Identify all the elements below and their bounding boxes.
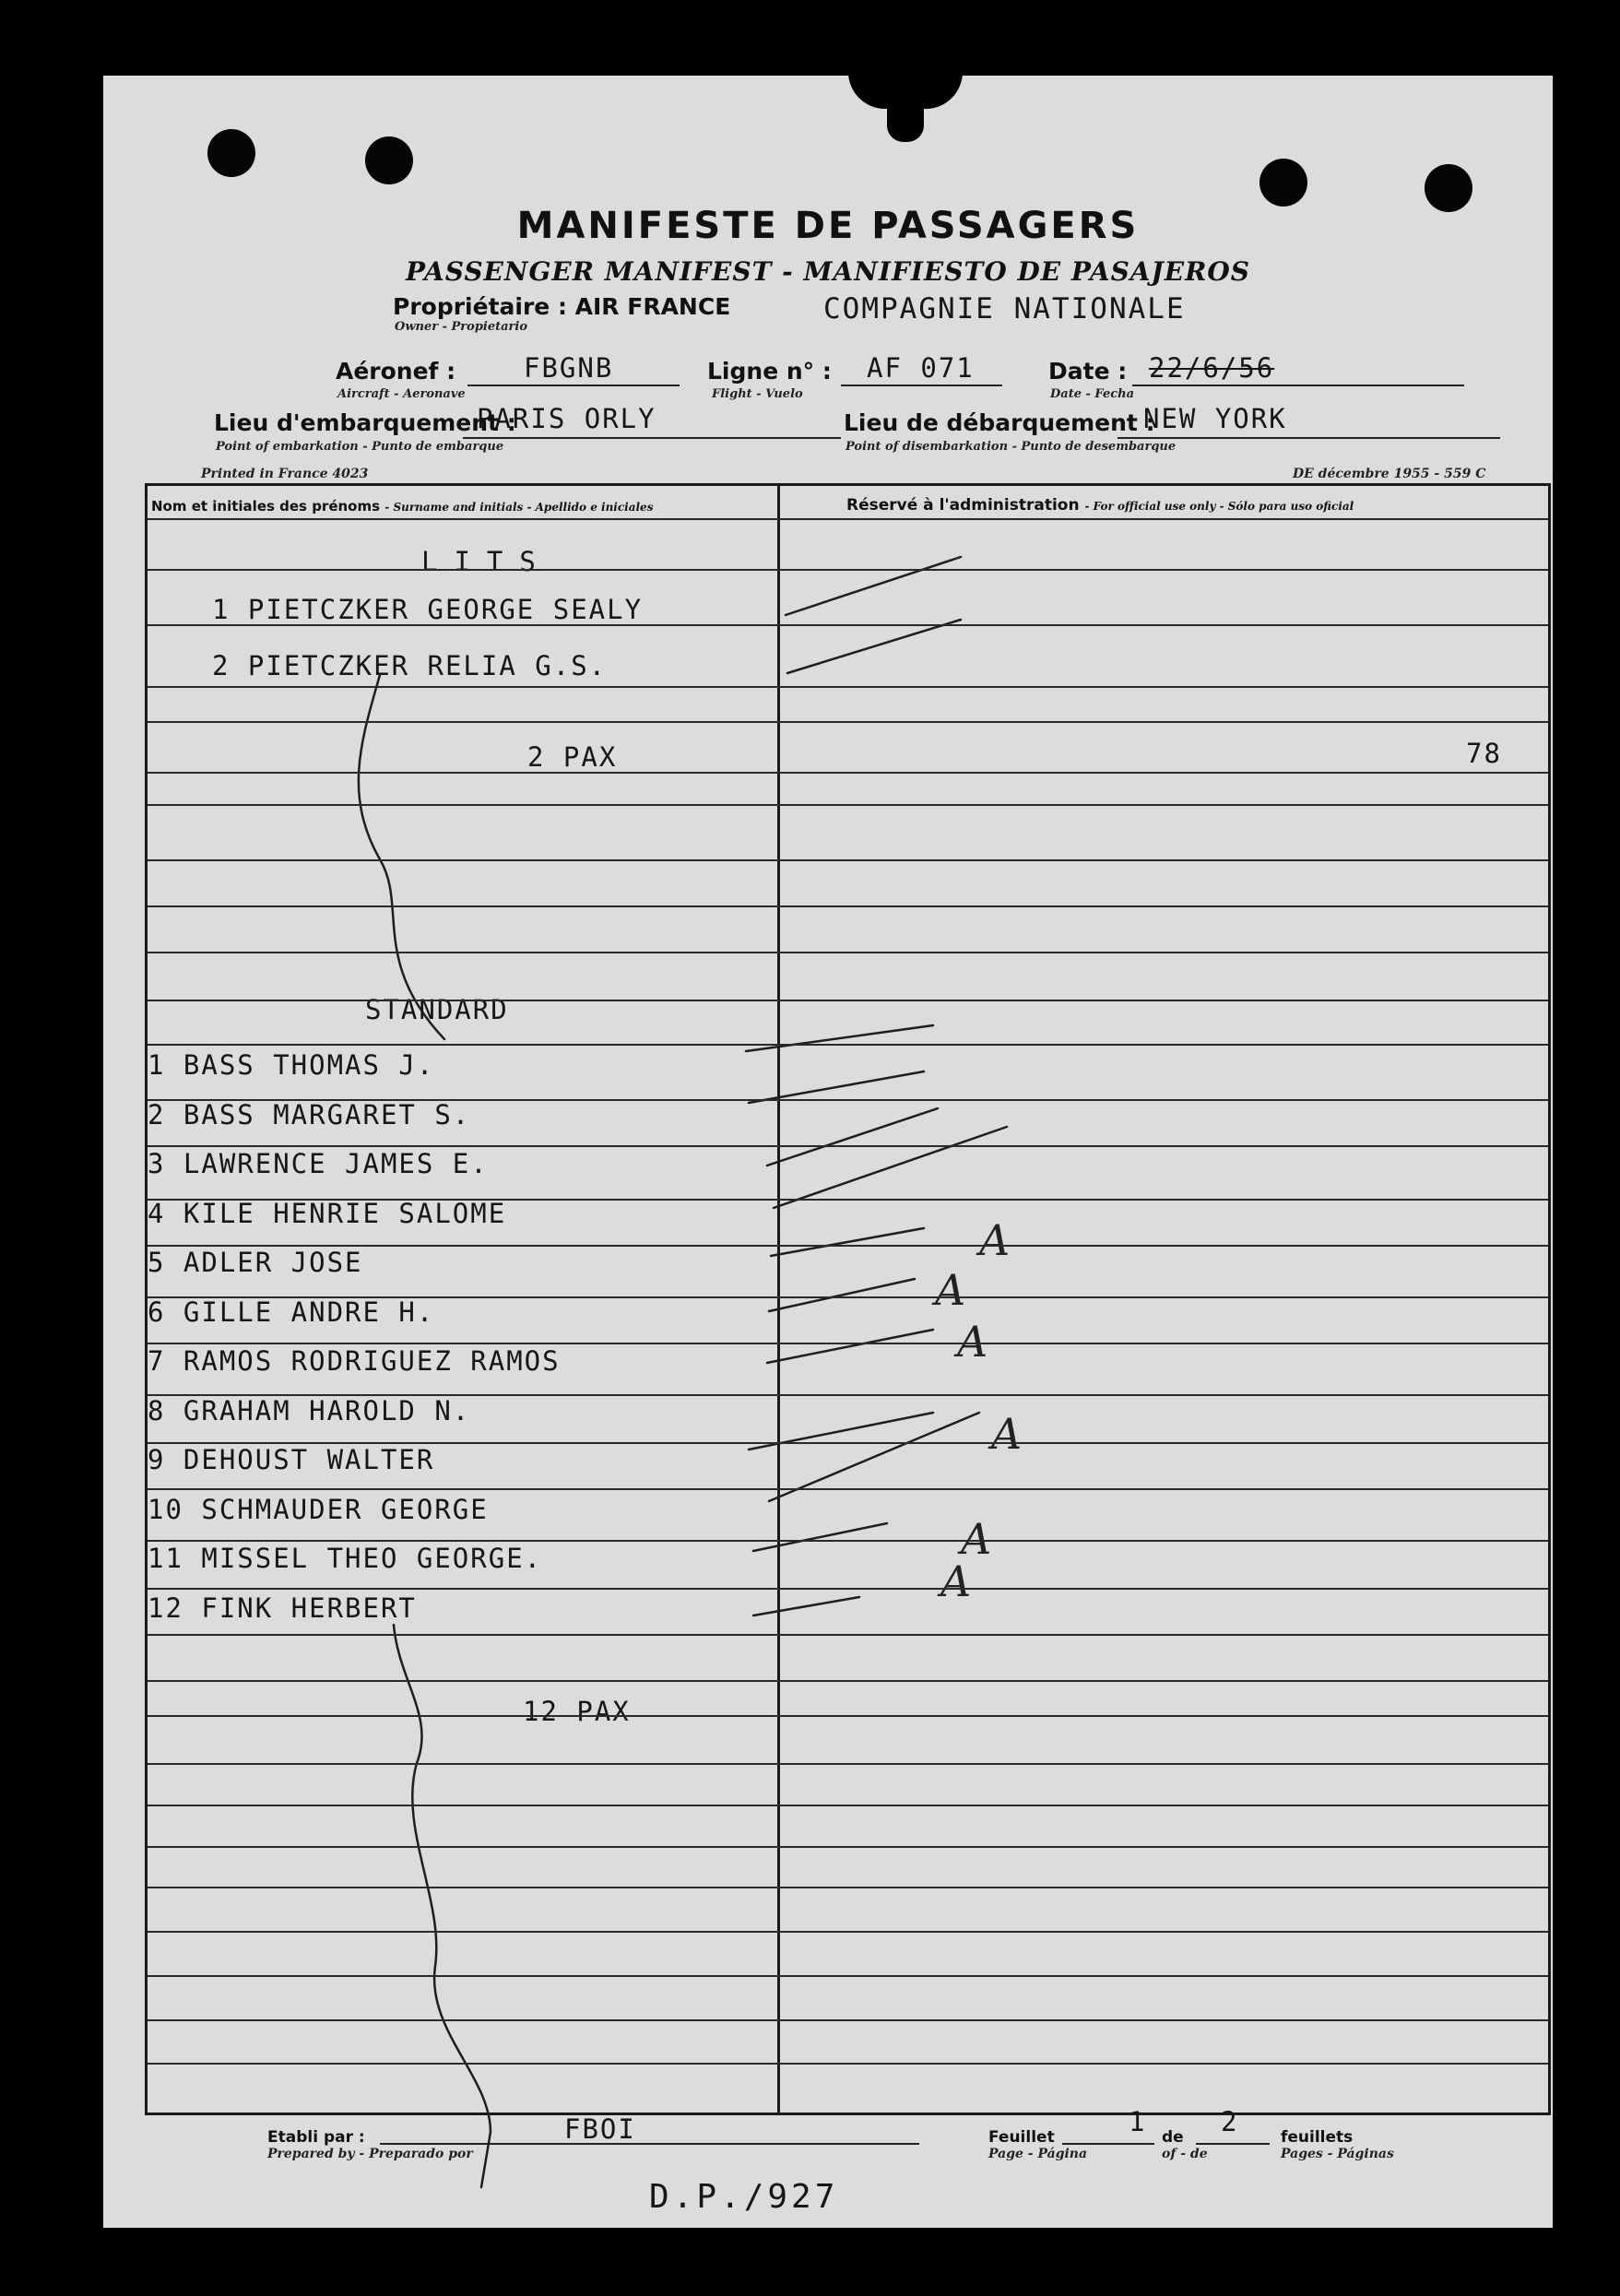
table-rule-line	[148, 2063, 1548, 2065]
table-rule-line	[148, 686, 1548, 688]
sheet-value: 1	[1129, 2106, 1147, 2137]
tick-stroke	[746, 1025, 933, 1051]
table-rule-line	[148, 1145, 1548, 1147]
table-rule-line	[148, 1488, 1548, 1490]
prepared-label: Etabli par :	[267, 2128, 365, 2147]
table-rule-line	[148, 905, 1548, 907]
standard-passenger-row: 7 RAMOS RODRIGUEZ RAMOS	[148, 1345, 561, 1377]
table-rule-line	[148, 624, 1548, 626]
flight-sublabel: Flight - Vuelo	[712, 387, 803, 401]
tick-stroke	[771, 1228, 924, 1256]
owner-label: Propriétaire : AIR FRANCE	[393, 293, 731, 320]
table-rule-line	[148, 1715, 1548, 1717]
of-value: 2	[1221, 2106, 1239, 2137]
table-rule-line	[148, 1000, 1548, 1001]
admin-mark-a: A	[979, 1215, 1011, 1265]
table-rule-line	[148, 1805, 1548, 1806]
tick-stroke	[786, 557, 961, 615]
disembarkation-value: NEW YORK	[1143, 403, 1287, 434]
tick-stroke	[749, 1071, 924, 1103]
table-rule-line	[148, 859, 1548, 861]
standard-passenger-row: 4 KILE HENRIE SALOME	[148, 1197, 507, 1229]
disembarkation-sublabel: Point of disembarkation - Punto de desembarque	[845, 440, 1177, 454]
of-label: de	[1162, 2128, 1184, 2147]
standard-passenger-row: 10 SCHMAUDER GEORGE	[148, 1493, 489, 1525]
disembarkation-label: Lieu de débarquement :	[844, 409, 1155, 436]
tick-stroke	[753, 1523, 887, 1551]
printed-note: Printed in France 4023	[201, 467, 369, 481]
prepared-value: FBOI	[564, 2113, 636, 2145]
wavy-line	[394, 1625, 491, 2187]
standard-passenger-row: 2 BASS MARGARET S.	[148, 1098, 471, 1130]
lits-admin-number: 78	[1466, 738, 1502, 769]
tick-stroke	[767, 1108, 938, 1166]
table-rule-line	[148, 1343, 1548, 1344]
page-title: MANIFESTE DE PASSAGERS	[516, 205, 1140, 247]
right-header-text: Réservé à l'administration	[846, 496, 1080, 515]
tick-stroke	[753, 1597, 859, 1615]
page-subtitle: PASSENGER MANIFEST - MANIFIESTO DE PASAJEROS	[405, 256, 1251, 287]
prepared-sublabel: Prepared by - Preparado por	[267, 2147, 473, 2161]
sheet-sublabel: Page - Página	[988, 2147, 1088, 2161]
table-rule-line	[148, 721, 1548, 723]
left-header-subtext: - Surname and initials - Apellido e iniciales	[384, 501, 654, 514]
table-rule-line	[148, 1588, 1548, 1590]
embarkation-label: Lieu d'embarquement :	[214, 409, 516, 436]
right-header-subtext: - For official use only - Sólo para uso oficial	[1084, 500, 1354, 513]
table-rule-line	[148, 1975, 1548, 1977]
table-rule-line	[148, 952, 1548, 953]
table-rule-line	[148, 1887, 1548, 1888]
admin-mark-a: A	[935, 1265, 966, 1315]
embarkation-sublabel: Point of embarkation - Punto de embarque	[216, 440, 504, 454]
table-rule-line	[148, 804, 1548, 806]
standard-passenger-row: 3 LAWRENCE JAMES E.	[148, 1148, 489, 1179]
admin-mark-a: A	[991, 1409, 1023, 1459]
sheets-label: feuillets	[1281, 2128, 1354, 2147]
manifest-page	[103, 76, 1553, 2228]
owner-sublabel: Owner - Propietario	[395, 320, 528, 334]
aircraft-label: Aéronef :	[336, 358, 456, 385]
date-label: Date :	[1048, 358, 1128, 385]
table-rule-line	[148, 1680, 1548, 1682]
admin-mark-a: A	[940, 1556, 972, 1606]
standard-passenger-row: 9 DEHOUST WALTER	[148, 1444, 435, 1475]
standard-passenger-row: 11 MISSEL THEO GEORGE.	[148, 1543, 543, 1574]
admin-mark-a: A	[961, 1514, 992, 1564]
archive-reference: D.P./927	[649, 2178, 839, 2216]
table-rule-line	[148, 1931, 1548, 1933]
table-rule-line	[148, 1540, 1548, 1542]
table-rule-line	[148, 1634, 1548, 1636]
standard-passenger-row: 6 GILLE ANDRE H.	[148, 1296, 435, 1328]
date-sublabel: Date - Fecha	[1050, 387, 1134, 401]
date-value: 22/6/56	[1149, 352, 1275, 384]
tick-stroke	[774, 1127, 1007, 1208]
table-rule-line	[148, 1846, 1548, 1848]
wavy-line	[359, 675, 444, 1039]
lits-total: 2 PAX	[527, 741, 618, 773]
tick-stroke	[767, 1330, 933, 1363]
table-rule-line	[148, 569, 1548, 571]
sheets-sublabel: Pages - Páginas	[1281, 2147, 1394, 2161]
tick-stroke	[769, 1279, 915, 1311]
table-rule-line	[148, 518, 1548, 520]
aircraft-sublabel: Aircraft - Aeronave	[337, 387, 466, 401]
owner-value: COMPAGNIE NATIONALE	[823, 292, 1186, 325]
left-header-text: Nom et initiales des prénoms	[151, 498, 381, 515]
lits-passenger-1: 1 PIETCZKER GEORGE SEALY	[212, 594, 644, 625]
of-sublabel: of - de	[1162, 2147, 1208, 2161]
standard-title: STANDARD	[365, 994, 509, 1025]
sheet-underline	[1062, 2143, 1154, 2145]
embarkation-value: PARIS ORLY	[477, 403, 656, 434]
prepared-underline	[380, 2143, 919, 2145]
flight-label: Ligne n° :	[707, 358, 832, 385]
standard-passenger-row: 1 BASS THOMAS J.	[148, 1049, 435, 1081]
aircraft-value: FBGNB	[524, 352, 614, 384]
admin-mark-a: A	[957, 1317, 988, 1367]
tick-stroke	[787, 620, 961, 673]
standard-passenger-row: 12 FINK HERBERT	[148, 1592, 417, 1624]
form-code: DE décembre 1955 - 559 C	[1293, 467, 1486, 481]
table-rule-line	[148, 1044, 1548, 1046]
sheet-label: Feuillet	[988, 2128, 1055, 2147]
lits-title: LITS	[421, 546, 552, 577]
of-underline	[1196, 2143, 1270, 2145]
table-rule-line	[148, 772, 1548, 774]
standard-passenger-row: 5 ADLER JOSE	[148, 1247, 363, 1278]
table-rule-line	[148, 2019, 1548, 2021]
table-rule-line	[148, 1763, 1548, 1765]
flight-value: AF 071	[867, 352, 975, 384]
standard-total: 12 PAX	[523, 1696, 631, 1727]
standard-passenger-row: 8 GRAHAM HAROLD N.	[148, 1394, 471, 1426]
lits-passenger-2: 2 PIETCZKER RELIA G.S.	[212, 650, 608, 681]
